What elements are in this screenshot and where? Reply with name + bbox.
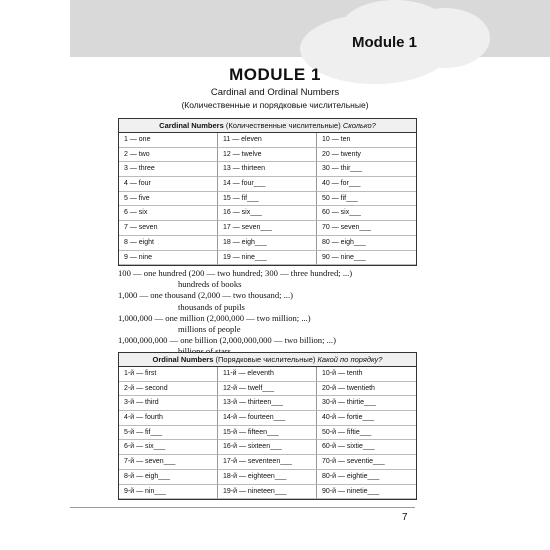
thousands-example: thousands of pupils xyxy=(178,301,245,312)
ordinal-cell: 30-й — thirtie___ xyxy=(317,396,416,411)
ordinal-table-header xyxy=(119,353,416,367)
cardinal-cell: 18 — eigh___ xyxy=(218,236,317,251)
cardinal-cell: 4 — four xyxy=(119,177,218,192)
cardinal-cell: 20 — twenty xyxy=(317,148,416,163)
hundreds-block xyxy=(118,268,438,358)
cardinal-cell: 1 — one xyxy=(119,133,218,148)
cardinal-head-question: Сколько? xyxy=(342,121,376,130)
cardinal-cell: 6 — six xyxy=(119,206,218,221)
ordinal-cell: 7-й — seven___ xyxy=(119,455,218,470)
ordinal-cell: 50-й — fiftie___ xyxy=(317,426,416,441)
cardinal-cell: 17 — seven___ xyxy=(218,221,317,236)
ordinal-cell: 80-й — eightie___ xyxy=(317,470,416,485)
ordinal-head-title: Ordinal Numbers xyxy=(152,355,214,364)
page-number: 7 xyxy=(402,512,408,523)
module-label: Module 1 xyxy=(352,34,418,51)
ordinal-cell: 16-й — sixteen___ xyxy=(218,440,317,455)
ordinal-head-ru: (Порядковые числительные) xyxy=(213,355,318,364)
thousands-line: 1,000 — one thousand (2,000 — two thousand; ...) xyxy=(118,290,293,301)
ordinal-grid xyxy=(119,367,416,499)
ordinal-cell: 18-й — eighteen___ xyxy=(218,470,317,485)
cardinal-cell: 9 — nine xyxy=(119,251,218,266)
ordinal-cell: 6-й — six___ xyxy=(119,440,218,455)
cardinal-cell: 10 — ten xyxy=(317,133,416,148)
cardinal-cell: 50 — fif___ xyxy=(317,192,416,207)
ordinal-cell: 14-й — fourteen___ xyxy=(218,411,317,426)
ordinal-cell: 4-й — fourth xyxy=(119,411,218,426)
ordinal-cell: 3-й — third xyxy=(119,396,218,411)
ordinal-cell: 90-й — ninetie___ xyxy=(317,485,416,500)
ordinal-cell: 11-й — eleventh xyxy=(218,367,317,382)
ordinal-cell: 5-й — fif___ xyxy=(119,426,218,441)
cardinal-cell: 60 — six___ xyxy=(317,206,416,221)
cardinal-cell: 7 — seven xyxy=(119,221,218,236)
cardinal-cell: 80 — eigh___ xyxy=(317,236,416,251)
ordinal-cell: 15-й — fifteen___ xyxy=(218,426,317,441)
cardinal-cell: 16 — six___ xyxy=(218,206,317,221)
hundreds-line: 100 — one hundred (200 — two hundred; 300 — three hundred; ...) xyxy=(118,268,353,278)
millions-example: millions of people xyxy=(178,324,241,335)
ordinal-cell: 19-й — nineteen___ xyxy=(218,485,317,500)
cardinal-cell: 19 — nine___ xyxy=(218,251,317,266)
ordinal-cell: 8-й — eigh___ xyxy=(119,470,218,485)
cardinal-cell: 11 — eleven xyxy=(218,133,317,148)
ordinal-cell: 9-й — nin___ xyxy=(119,485,218,500)
ordinal-cell: 20-й — twentieth xyxy=(317,382,416,397)
ordinal-cell: 13-й — thirteen___ xyxy=(218,396,317,411)
subtitle-ru: (Количественные и порядковые числительные) xyxy=(181,100,369,110)
ordinal-cell: 12-й — twelf___ xyxy=(218,382,317,397)
cardinal-cell: 30 — thir___ xyxy=(317,162,416,177)
cardinal-head-ru: (Количественные числительные) xyxy=(223,121,343,130)
cardinal-cell: 5 — five xyxy=(119,192,218,207)
footer-rule xyxy=(70,507,415,508)
cardinal-table xyxy=(118,118,417,266)
ordinal-cell: 1-й — first xyxy=(119,367,218,382)
ordinal-cell: 40-й — fortie___ xyxy=(317,411,416,426)
page-title: MODULE 1 xyxy=(229,65,321,84)
cardinal-head-title: Cardinal Numbers xyxy=(159,121,224,130)
cardinal-cell: 8 — eight xyxy=(119,236,218,251)
cardinal-cell: 40 — for___ xyxy=(317,177,416,192)
millions-line: 1,000,000 — one million (2,000,000 — two million; ...) xyxy=(118,312,311,323)
ordinal-table xyxy=(118,352,417,500)
cardinal-grid xyxy=(119,133,416,265)
ordinal-cell: 70-й — seventie___ xyxy=(317,455,416,470)
cardinal-cell: 70 — seven___ xyxy=(317,221,416,236)
cardinal-cell: 12 — twelve xyxy=(218,148,317,163)
subtitle-en: Cardinal and Ordinal Numbers xyxy=(210,87,340,98)
cardinal-cell: 3 — three xyxy=(119,162,218,177)
ordinal-head-question: Какой по порядку? xyxy=(317,355,383,364)
ordinal-cell: 60-й — sixtie___ xyxy=(317,440,416,455)
cardinal-cell: 13 — thirteen xyxy=(218,162,317,177)
cardinal-cell: 90 — nine___ xyxy=(317,251,416,266)
ordinal-cell: 10-й — tenth xyxy=(317,367,416,382)
cardinal-cell: 15 — fif___ xyxy=(218,192,317,207)
ordinal-cell: 17-й — seventeen___ xyxy=(218,455,317,470)
ordinal-cell: 2-й — second xyxy=(119,382,218,397)
billions-line: 1,000,000,000 — one billion (2,000,000,000 — two billion; ...) xyxy=(118,335,336,346)
cardinal-cell: 2 — two xyxy=(119,148,218,163)
hundreds-example: hundreds of books xyxy=(178,279,242,290)
cardinal-cell: 14 — four___ xyxy=(218,177,317,192)
cardinal-table-header xyxy=(119,119,416,133)
